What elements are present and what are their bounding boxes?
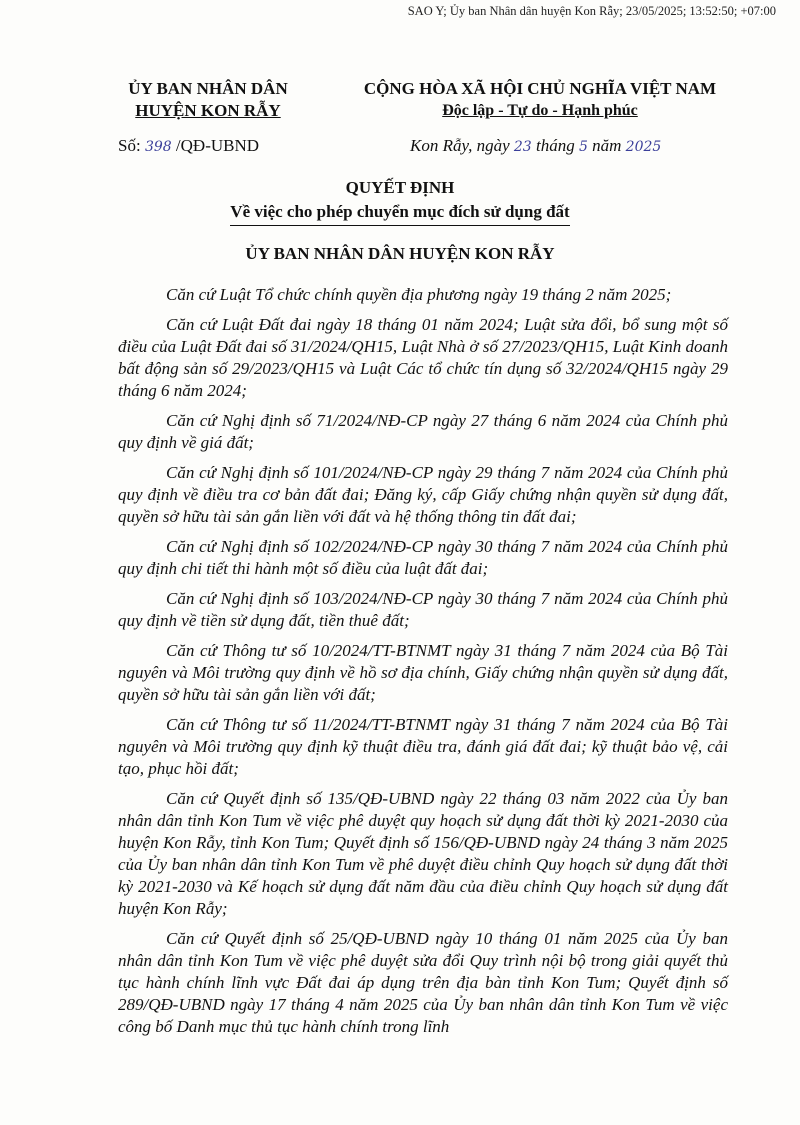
date-month-label: tháng <box>531 136 579 155</box>
legal-basis-paragraph: Căn cứ Nghị định số 102/2024/NĐ-CP ngày 30 tháng 7 năm 2024 của Chính phủ quy định chi tiết thi hành một số điều của luật đất đai; <box>118 537 728 578</box>
national-header <box>330 78 750 122</box>
national-motto: Độc lập - Tự do - Hạnh phúc <box>442 102 638 119</box>
issuing-authority <box>108 78 308 122</box>
issue-date <box>410 136 661 156</box>
legal-basis-paragraph: Căn cứ Nghị định số 101/2024/NĐ-CP ngày 29 tháng 7 năm 2024 của Chính phủ quy định về điều tra cơ bản đất đai; Đăng ký, cấp Giấy chứng nhận quyền sử dụng đất, quyền sở hữu tài sản gắn liền với đất và hệ thống thông tin đất đai; <box>118 463 728 526</box>
document-number <box>118 136 259 156</box>
authority-line-2: HUYỆN KON RẪY <box>135 101 281 120</box>
number-prefix: Số: <box>118 136 145 155</box>
title-subject: Về việc cho phép chuyển mục đích sử dụng đất <box>230 200 569 226</box>
nation-name: CỘNG HÒA XÃ HỘI CHỦ NGHĨA VIỆT NAM <box>363 79 717 98</box>
digital-copy-stamp: SAO Y; Ủy ban Nhân dân huyện Kon Rẫy; 23/05/2025; 13:52:50; +07:00 <box>407 4 776 18</box>
legal-basis-paragraph: Căn cứ Thông tư số 10/2024/TT-BTNMT ngày 31 tháng 7 năm 2024 của Bộ Tài nguyên và Môi trường quy định về hồ sơ địa chính, Giấy chứng nhận quyền sử dụng đất, quyền sở hữu tài sản gắn liền với đất; <box>118 641 728 704</box>
legal-basis-paragraph: Căn cứ Nghị định số 71/2024/NĐ-CP ngày 27 tháng 6 năm 2024 của Chính phủ quy định về giá đất; <box>118 411 728 452</box>
number-handwritten: 398 <box>144 139 172 155</box>
date-month: 5 <box>578 139 588 155</box>
legal-basis-paragraph: Căn cứ Luật Tổ chức chính quyền địa phương ngày 19 tháng 2 năm 2025; <box>166 285 672 304</box>
legal-basis-paragraph: Căn cứ Quyết định số 135/QĐ-UBND ngày 22 tháng 03 năm 2022 của Ủy ban nhân dân tỉnh Kon Tum về việc phê duyệt quy hoạch sử dụng đất thời kỳ 2021-2030 của huyện Kon Rẫy, tỉnh Kon Tum; Quyết định số 156/QĐ-UBND ngày 24 tháng 3 năm 2025 của Ủy ban nhân dân tỉnh Kon Tum về phê duyệt điều chỉnh Quy hoạch sử dụng đất thời kỳ 2021-2030 và Kế hoạch sử dụng đất năm đầu của điều chỉnh Quy hoạch sử dụng đất huyện Kon Rẫy; <box>118 789 728 918</box>
legal-basis-paragraph: Căn cứ Luật Đất đai ngày 18 tháng 01 năm 2024; Luật sửa đổi, bổ sung một số điều của Luật Đất đai số 31/2024/QH15, Luật Nhà ở số 27/2023/QH15, Luật Kinh doanh bất động sản số 29/2023/QH15 và Luật Các tổ chức tín dụng số 32/2024/QH15 ngày 29 tháng 6 năm 2024; <box>118 315 728 400</box>
legal-basis-paragraph: Căn cứ Nghị định số 103/2024/NĐ-CP ngày 30 tháng 7 năm 2024 của Chính phủ quy định về tiền sử dụng đất, tiền thuê đất; <box>118 589 728 630</box>
legal-basis-paragraph: Căn cứ Quyết định số 25/QĐ-UBND ngày 10 tháng 01 năm 2025 của Ủy ban nhân dân tỉnh Kon Tum về việc phê duyệt sửa đổi Quy trình nội bộ trong giải quyết thủ tục hành chính lĩnh vực Đất đai áp dụng trên địa bàn tỉnh Kon Tum; Quyết định số 289/QĐ-UBND ngày 17 tháng 4 năm 2025 của Ủy ban nhân dân tỉnh Kon Tum về việc công bố Danh mục thủ tục hành chính trong lĩnh <box>118 929 728 1036</box>
number-suffix: /QĐ-UBND <box>171 136 260 155</box>
document-title <box>0 176 800 226</box>
date-year: 2025 <box>625 139 662 155</box>
date-place: Kon Rẫy, ngày <box>410 136 514 155</box>
authority-line-1: ỦY BAN NHÂN DÂN <box>128 79 288 98</box>
legal-basis-paragraph: Căn cứ Thông tư số 11/2024/TT-BTNMT ngày 31 tháng 7 năm 2024 của Bộ Tài nguyên và Môi trường quy định kỹ thuật điều tra, đánh giá đất đai; kỹ thuật bảo vệ, cải tạo, phục hồi đất; <box>118 715 728 778</box>
legal-bases <box>118 284 728 1046</box>
date-day: 23 <box>513 139 532 155</box>
date-year-label: năm <box>587 136 626 155</box>
title-main: QUYẾT ĐỊNH <box>345 178 455 197</box>
issuer-heading: ỦY BAN NHÂN DÂN HUYỆN KON RẪY <box>245 244 555 263</box>
